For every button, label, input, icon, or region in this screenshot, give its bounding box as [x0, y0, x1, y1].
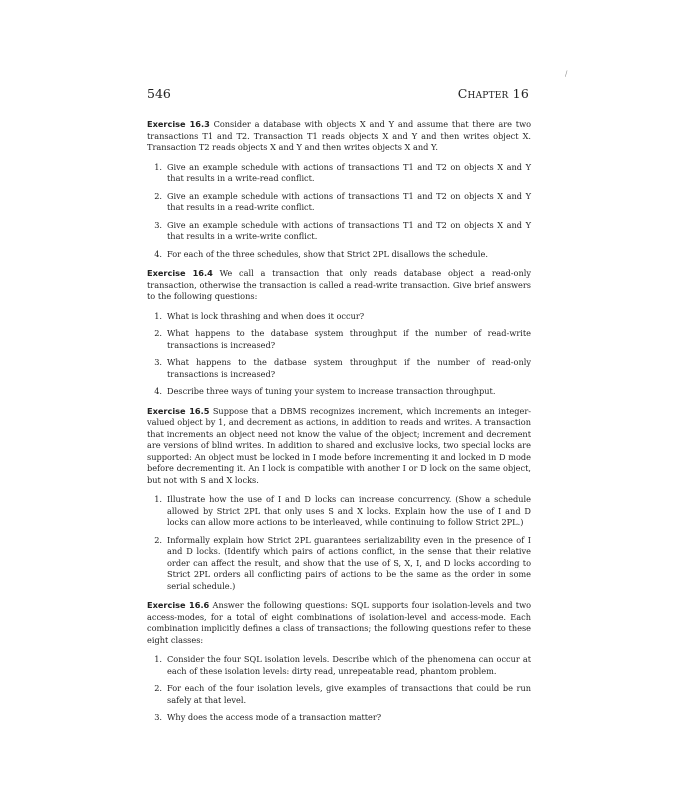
item-text: Give an example schedule with actions of transactions T1 and T2 on objects X and Y that results in a read-write conflict. [167, 190, 531, 212]
item-number: 2. [154, 190, 162, 201]
exercise-16-4 [147, 268, 531, 303]
list-item [147, 191, 531, 214]
item-text: Why does the access mode of a transaction matter? [167, 712, 382, 722]
item-text: Consider the four SQL isolation levels. Describe which of the phenomena can occur at each of these isolation levels: dirty read, unrepeatable read, phantom problem. [167, 654, 531, 676]
list-item [147, 357, 531, 380]
exercise-title: Exercise 16.3 [147, 119, 210, 129]
item-number: 3. [154, 357, 162, 367]
exercise-intro: Answer the following questions: SQL supports four isolation-levels and two access-modes, for a total of eight combinations of isolation-level and access-mode. Each combination implicitly defines a class of transactions; the following questions refer to these eight classes: [147, 600, 532, 645]
list-item [147, 162, 531, 185]
list-item [147, 249, 531, 261]
item-text: Give an example schedule with actions of transactions T1 and T2 on objects X and Y that results in a write-read conflict. [167, 161, 531, 183]
exercise-16-5 [147, 406, 531, 487]
list-item [147, 712, 531, 724]
page-content [147, 119, 531, 732]
exercise-16-3-questions [147, 162, 531, 261]
item-number: 3. [154, 219, 162, 230]
item-text: Give an example schedule with actions of transactions T1 and T2 on objects X and Y that results in a write-write conflict. [167, 219, 531, 241]
list-item [147, 654, 531, 677]
exercise-16-3 [147, 119, 531, 154]
list-item [147, 311, 531, 323]
item-text: For each of the four isolation levels, give examples of transactions that could be run safely at that level. [167, 683, 531, 705]
list-item [147, 683, 531, 706]
item-text: Informally explain how Strict 2PL guarantees serializability even in the presence of I and D locks. (Identify which pairs of actions conflict, in the sense that their relative order can affect the result, and show that the use of S, X, I, and D locks according to Strict 2PL orders all conflicting pairs of actions to be the same as the order in some serial schedule.) [167, 534, 531, 591]
edge-mark: / [565, 70, 568, 78]
exercise-title: Exercise 16.6 [147, 600, 210, 610]
item-text: For each of the three schedules, show that Strict 2PL disallows the schedule. [167, 248, 488, 259]
list-item [147, 494, 531, 529]
item-number: 2. [154, 328, 162, 338]
item-text: What happens to the datbase system throughput if the number of read-only transactions is increased? [167, 357, 531, 379]
item-number: 2. [154, 534, 162, 545]
item-number: 3. [154, 712, 162, 722]
exercise-title: Exercise 16.5 [147, 405, 210, 416]
item-number: 2. [154, 683, 162, 693]
list-item [147, 535, 531, 593]
item-text: What is lock thrashing and when does it occur? [167, 310, 365, 321]
item-number: 1. [154, 161, 162, 172]
exercise-16-5-questions [147, 494, 531, 592]
list-item [147, 386, 531, 398]
list-item [147, 328, 531, 351]
exercise-intro: We call a transaction that only reads database object a read-only transaction, otherwise the transaction is called a read-write transaction. Give brief answers to the following questions: [147, 268, 531, 301]
item-text: Illustrate how the use of I and D locks can increase concurrency. (Show a schedule allowed by Strict 2PL that only uses S and X locks. Explain how the use of I and D locks can allow more actions to be interleaved, while continuing to follow Strict 2PL.) [167, 494, 531, 527]
item-number: 1. [154, 494, 162, 504]
item-number: 1. [154, 654, 162, 664]
exercise-intro: Suppose that a DBMS recognizes increment, which increments an integer-valued object by 1, and decrement as actions, in addition to reads and writes. A transaction that increments an object need not know the value of the object; increment and decrement are versions of blind writes. In addition to shared and exclusive locks, two special locks are supported: An object must be locked in I mode before incrementing it and locked in D mode before decrementing it. An I lock is compatible with another I or D lock on the same object, but not with S and X locks. [147, 405, 531, 485]
exercise-intro: Consider a database with objects X and Y and assume that there are two transactions T1 and T2. Transaction T1 reads objects X and Y and then writes object X. Transaction T2 reads objects X and Y and then writes objects X and Y. [147, 119, 532, 152]
item-number: 1. [154, 310, 162, 321]
chapter-title: Chapter 16 [457, 86, 529, 101]
item-text: What happens to the database system throughput if the number of read-write transactions is increased? [167, 328, 531, 350]
item-text: Describe three ways of tuning your system to increase transaction throughput. [167, 386, 496, 396]
exercise-title: Exercise 16.4 [147, 268, 213, 278]
exercise-16-4-questions [147, 311, 531, 398]
page-header [147, 86, 529, 102]
page-number: 546 [147, 86, 171, 101]
item-number: 4. [154, 386, 162, 396]
item-number: 4. [154, 248, 162, 259]
exercise-16-6 [147, 600, 531, 646]
exercise-16-6-questions [147, 654, 531, 724]
list-item [147, 220, 531, 243]
